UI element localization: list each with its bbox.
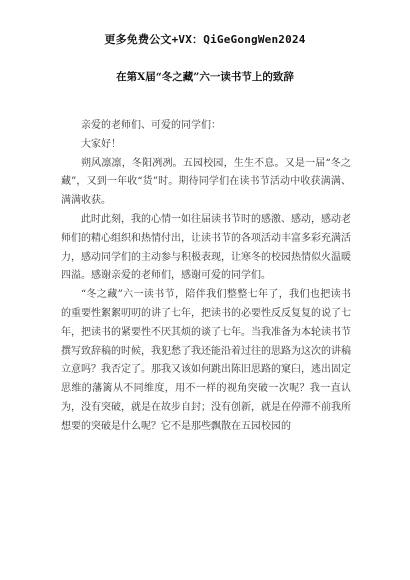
watermark-header: 更多免费公文+VX：QiGeGongWen2024 <box>104 33 306 46</box>
greeting: 大家好！ <box>81 138 121 150</box>
paragraph: “冬之藏”六一读书节，陪伴我们整整七年了，我们也把读书的重要性絮絮叨叨的讲了七年，把读书的必要性反反复复的说了七年，把读书的紧要性不厌其烦的谈了七年。当我准备为本轮读书节撰写致辞稿的时候，我犯愁了我还能沿着过往的思路为这次的讲稿立意吗？我否定了。那我又该如何跳出陈旧思路的窠臼，逃出固定思维的藩篱从不同维度，用不一样的视角突破一次呢？我一直认为，没有突破，就是在故步自封；没有创新，就是在停滞不前我所想要的突破是什么呢？它不是那些飘散在五园校园的 <box>61 289 351 432</box>
paragraph: 此时此刻，我的心情一如往届读书节时的感激、感动，感动老师们的精心组织和热情付出，让读书节的各项活动丰富多彩充满活力，感动同学们的主动参与积极表现，让寒冬的校园热情似火温暖四溢。感谢亲爱的老师们，感谢可爱的同学们。 <box>61 213 351 282</box>
document-title: 在第X届“冬之藏”六一读书节上的致辞 <box>116 71 294 83</box>
document-body <box>61 117 351 437</box>
salutation: 亲爱的老师们、可爱的同学们： <box>81 120 221 131</box>
paragraph: 朔风凛凛，冬阳冽冽。五园校园，生生不息。又是一届“冬之藏”，又到一年收“货”时。期待同学们在读书节活动中收获满满、满满收获。 <box>61 157 351 207</box>
